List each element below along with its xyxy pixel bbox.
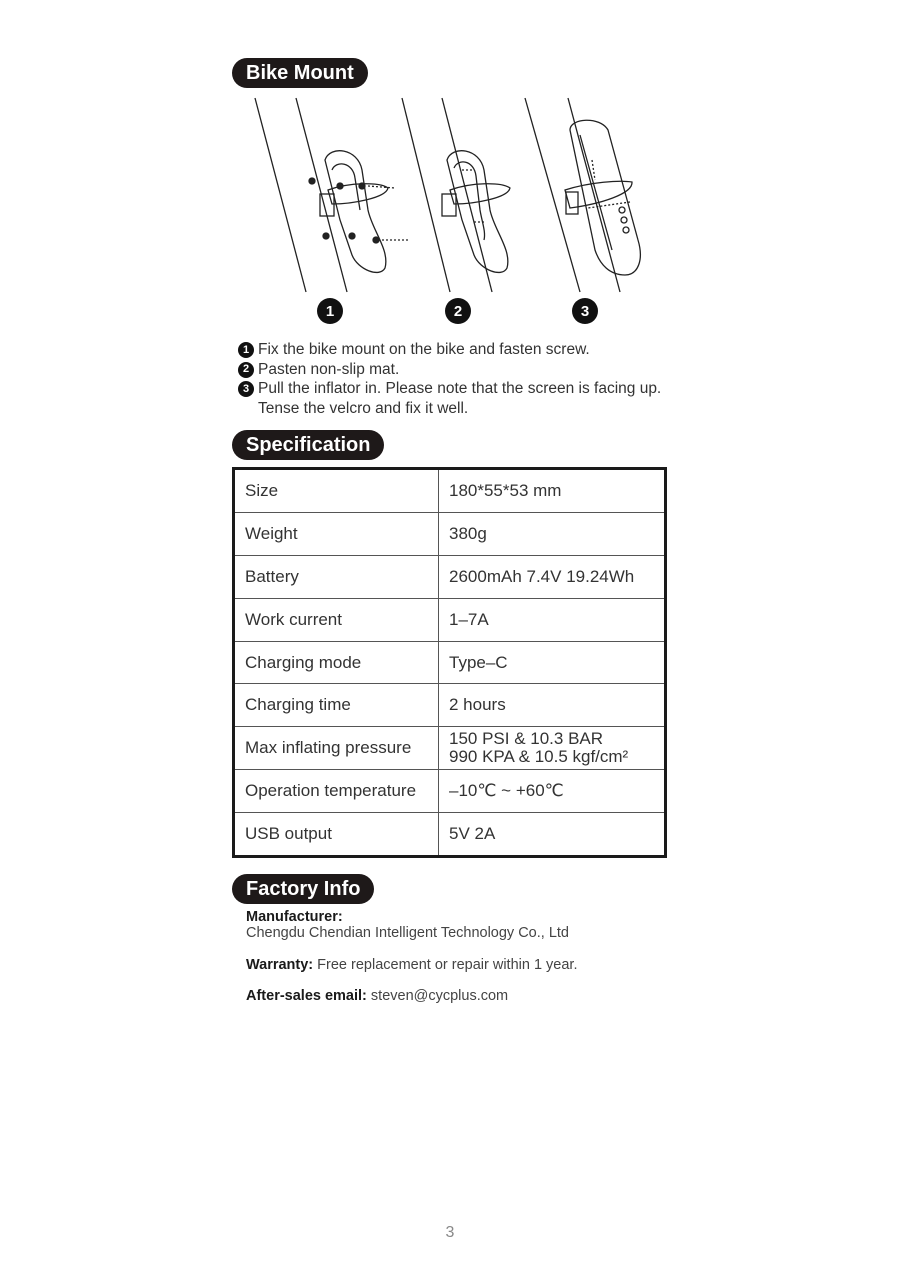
spec-value: 180*55*53 mm [439, 469, 666, 513]
step-number-badge: 2 [238, 362, 254, 378]
specification-table [232, 467, 667, 858]
spec-value: Type–C [439, 641, 666, 684]
spec-value-line: 990 KPA & 10.5 kgf/cm² [449, 747, 629, 767]
spec-value: 1–7A [439, 598, 666, 641]
table-row [234, 727, 666, 770]
email-address[interactable]: steven@cycplus.com [370, 988, 509, 1004]
table-row [234, 684, 666, 727]
instruction-item [238, 340, 678, 360]
spec-label: Battery [234, 555, 439, 598]
section-title-bike-mount: Bike Mount [232, 58, 368, 88]
spec-label: USB output [234, 813, 439, 857]
warranty-text: Free replacement or repair within 1 year. [317, 957, 578, 973]
spec-value-line: 150 PSI & 10.3 BAR [449, 729, 604, 749]
table-row [234, 598, 666, 641]
mount-instructions [238, 340, 678, 418]
spec-value: 5V 2A [439, 813, 666, 857]
spec-value: 380g [439, 512, 666, 555]
spec-value [439, 727, 666, 770]
table-row [234, 469, 666, 513]
warranty-line [246, 957, 686, 973]
illustration-step-1: 1 [325, 303, 335, 320]
spec-label: Charging mode [234, 641, 439, 684]
spec-label: Work current [234, 598, 439, 641]
step-number-badge: 1 [238, 342, 254, 358]
section-title-specification: Specification [232, 430, 384, 460]
bike-mount-illustration [240, 90, 670, 330]
spec-label: Weight [234, 512, 439, 555]
spec-value: –10℃ ~ +60℃ [439, 770, 666, 813]
spec-label: Size [234, 469, 439, 513]
manufacturer-name: Chengdu Chendian Intelligent Technology Co., Ltd [246, 925, 569, 941]
table-row [234, 813, 666, 857]
table-row [234, 641, 666, 684]
spec-label: Max inflating pressure [234, 727, 439, 770]
manufacturer-block [246, 909, 686, 941]
instruction-text: Fix the bike mount on the bike and fasten screw. [258, 341, 590, 358]
illustration-step-3: 3 [580, 303, 590, 320]
instruction-text: Pull the inflator in. Please note that the screen is facing up. Tense the velcro and fix it well. [258, 380, 662, 417]
spec-label: Charging time [234, 684, 439, 727]
table-row [234, 770, 666, 813]
step-number-badge: 3 [238, 381, 254, 397]
spec-value: 2600mAh 7.4V 19.24Wh [439, 555, 666, 598]
illustration-step-2: 2 [453, 303, 463, 320]
table-row [234, 555, 666, 598]
factory-info [246, 909, 686, 1004]
instruction-text: Pasten non-slip mat. [258, 360, 400, 378]
manufacturer-label: Manufacturer: [246, 909, 343, 925]
table-row [234, 512, 666, 555]
instruction-item [238, 379, 678, 418]
warranty-label: Warranty: [246, 957, 314, 973]
email-label: After-sales email: [246, 988, 367, 1004]
page-number: 3 [445, 1224, 455, 1241]
spec-value: 2 hours [439, 684, 666, 727]
spec-label: Operation temperature [234, 770, 439, 813]
section-title-factory-info: Factory Info [232, 874, 374, 904]
instruction-item [238, 360, 678, 380]
email-line [246, 988, 686, 1004]
